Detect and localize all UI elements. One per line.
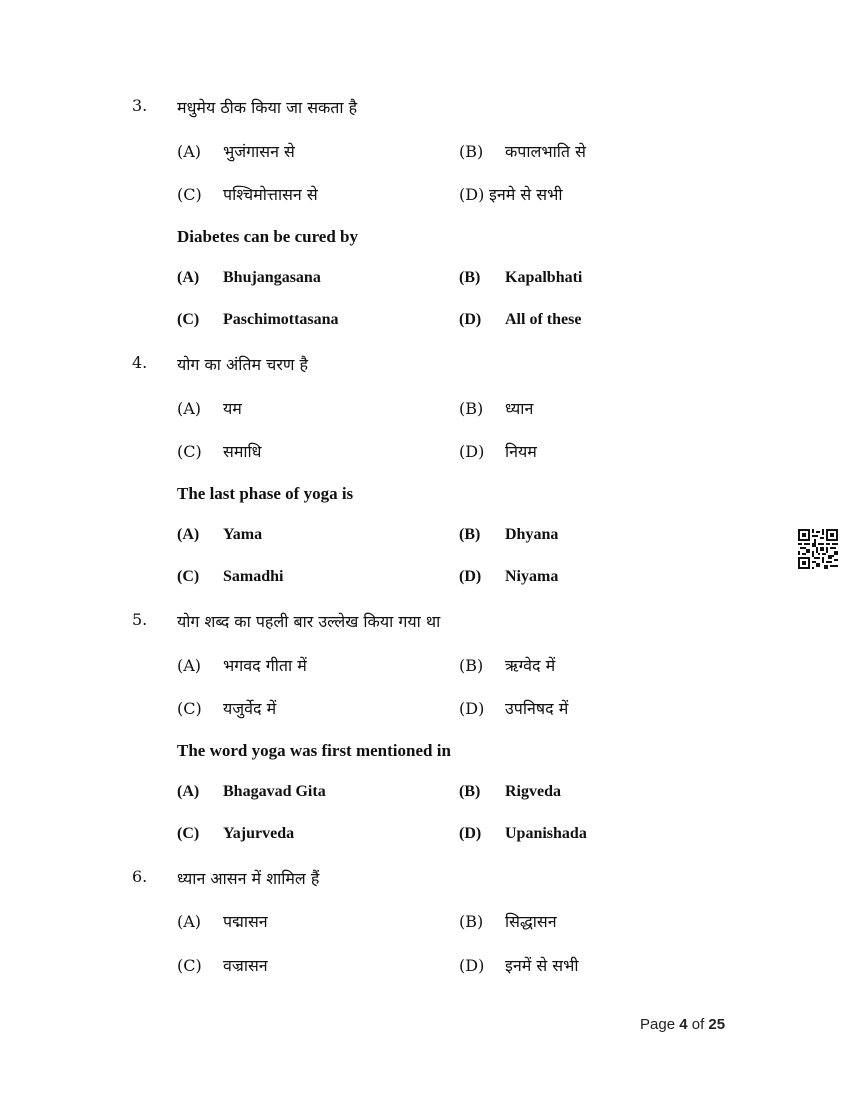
option-text: कपालभाति से — [505, 142, 586, 161]
page-current: 4 — [679, 1016, 688, 1033]
option-text: Bhagavad Gita — [223, 783, 326, 800]
option-b-hindi[interactable] — [459, 910, 557, 932]
option-label: (D) — [459, 568, 482, 585]
option-label: (C) — [177, 699, 202, 718]
question-text-hindi: योग शब्द का पहली बार उल्लेख किया गया था — [177, 612, 441, 631]
option-label: (B) — [459, 526, 481, 543]
option-text: समाधि — [223, 442, 262, 461]
qr-code-icon — [798, 529, 838, 569]
option-label: (B) — [459, 656, 484, 675]
option-text: यजुर्वेद में — [223, 699, 277, 718]
option-a-hindi[interactable] — [177, 140, 295, 162]
option-c-hindi[interactable] — [177, 954, 268, 976]
page-total: 25 — [708, 1016, 726, 1033]
question-text-hindi: ध्यान आसन में शामिल हैं — [177, 869, 320, 888]
option-b-hindi[interactable] — [459, 654, 555, 676]
question-text-hindi: मधुमेय ठीक किया जा सकता है — [177, 98, 358, 117]
option-text: सिद्धासन — [505, 912, 557, 931]
option-text: Bhujangasana — [223, 269, 321, 286]
option-label: (A) — [177, 912, 202, 931]
option-b-english[interactable] — [459, 269, 582, 287]
option-d-english[interactable] — [459, 311, 581, 329]
option-a-hindi[interactable] — [177, 397, 242, 419]
option-text: इनमें से सभी — [505, 956, 579, 975]
option-c-english[interactable] — [177, 311, 339, 329]
option-text: ध्यान — [505, 399, 534, 418]
option-label: (C) — [177, 311, 200, 328]
option-label: (D) — [459, 442, 485, 461]
option-text: Niyama — [505, 568, 559, 585]
option-label: (C) — [177, 825, 200, 842]
option-text: Kapalbhati — [505, 269, 583, 286]
option-text: Dhyana — [505, 526, 559, 543]
option-a-english[interactable] — [177, 269, 321, 287]
option-text: नियम — [505, 442, 537, 461]
option-text: इनमे से सभी — [489, 185, 563, 204]
option-label: (A) — [177, 526, 200, 543]
option-a-hindi[interactable] — [177, 654, 307, 676]
option-label: (B) — [459, 783, 481, 800]
option-text: उपनिषद में — [505, 699, 569, 718]
option-label: (A) — [177, 656, 202, 675]
option-text: Rigveda — [505, 783, 561, 800]
of-word: of — [691, 1016, 705, 1033]
option-c-english[interactable] — [177, 568, 283, 586]
option-c-hindi[interactable] — [177, 183, 318, 205]
question-text-english: The word yoga was first mentioned in — [177, 741, 451, 760]
page-word: Page — [640, 1016, 676, 1033]
option-label: (B) — [459, 399, 484, 418]
option-d-english[interactable] — [459, 568, 558, 586]
option-text: All of these — [505, 311, 582, 328]
option-b-hindi[interactable] — [459, 140, 586, 162]
option-text: भुजंगासन से — [223, 142, 295, 161]
option-label: (C) — [177, 568, 200, 585]
option-d-hindi[interactable] — [459, 954, 579, 976]
option-text: पश्चिमोत्तासन से — [223, 185, 318, 204]
question-number: 6. — [132, 867, 148, 886]
option-c-english[interactable] — [177, 825, 294, 843]
option-c-hindi[interactable] — [177, 697, 276, 719]
option-label: (C) — [177, 185, 202, 204]
option-b-hindi[interactable] — [459, 397, 533, 419]
option-d-english[interactable] — [459, 825, 587, 843]
question-text-english: Diabetes can be cured by — [177, 227, 359, 246]
option-a-english[interactable] — [177, 783, 326, 801]
option-label: (D) — [459, 956, 485, 975]
option-text: Samadhi — [223, 568, 284, 585]
option-label: (C) — [177, 956, 202, 975]
question-number: 5. — [132, 610, 148, 629]
page-footer — [640, 1016, 725, 1033]
option-label: (D) — [459, 311, 482, 328]
option-text: ऋग्वेद में — [505, 656, 556, 675]
question-number: 4. — [132, 353, 148, 372]
option-text: Upanishada — [505, 825, 587, 842]
question-text-hindi: योग का अंतिम चरण है — [177, 355, 309, 374]
question-text-english: The last phase of yoga is — [177, 484, 354, 503]
option-d-hindi[interactable] — [459, 183, 563, 205]
option-label: (D) — [459, 825, 482, 842]
option-a-hindi[interactable] — [177, 910, 268, 932]
option-b-english[interactable] — [459, 783, 561, 801]
option-label: (B) — [459, 912, 484, 931]
option-label: (A) — [177, 399, 202, 418]
option-text: भगवद गीता में — [223, 656, 307, 675]
option-text: Yajurveda — [223, 825, 295, 842]
option-a-english[interactable] — [177, 526, 262, 544]
option-text: Yama — [223, 526, 263, 543]
option-text: यम — [223, 399, 242, 418]
option-label: (A) — [177, 783, 200, 800]
option-label: (B) — [459, 142, 484, 161]
question-number: 3. — [132, 96, 148, 115]
option-label: (B) — [459, 269, 481, 286]
option-d-hindi[interactable] — [459, 440, 537, 462]
option-label: (A) — [177, 269, 200, 286]
option-b-english[interactable] — [459, 526, 558, 544]
option-text: Paschimottasana — [223, 311, 339, 328]
option-text: वज्रासन — [223, 956, 268, 975]
option-label: (A) — [177, 142, 202, 161]
option-label: (D) — [459, 185, 485, 204]
option-label: (C) — [177, 442, 202, 461]
option-d-hindi[interactable] — [459, 697, 568, 719]
option-text: पद्मासन — [223, 912, 268, 931]
option-c-hindi[interactable] — [177, 440, 262, 462]
option-label: (D) — [459, 699, 485, 718]
